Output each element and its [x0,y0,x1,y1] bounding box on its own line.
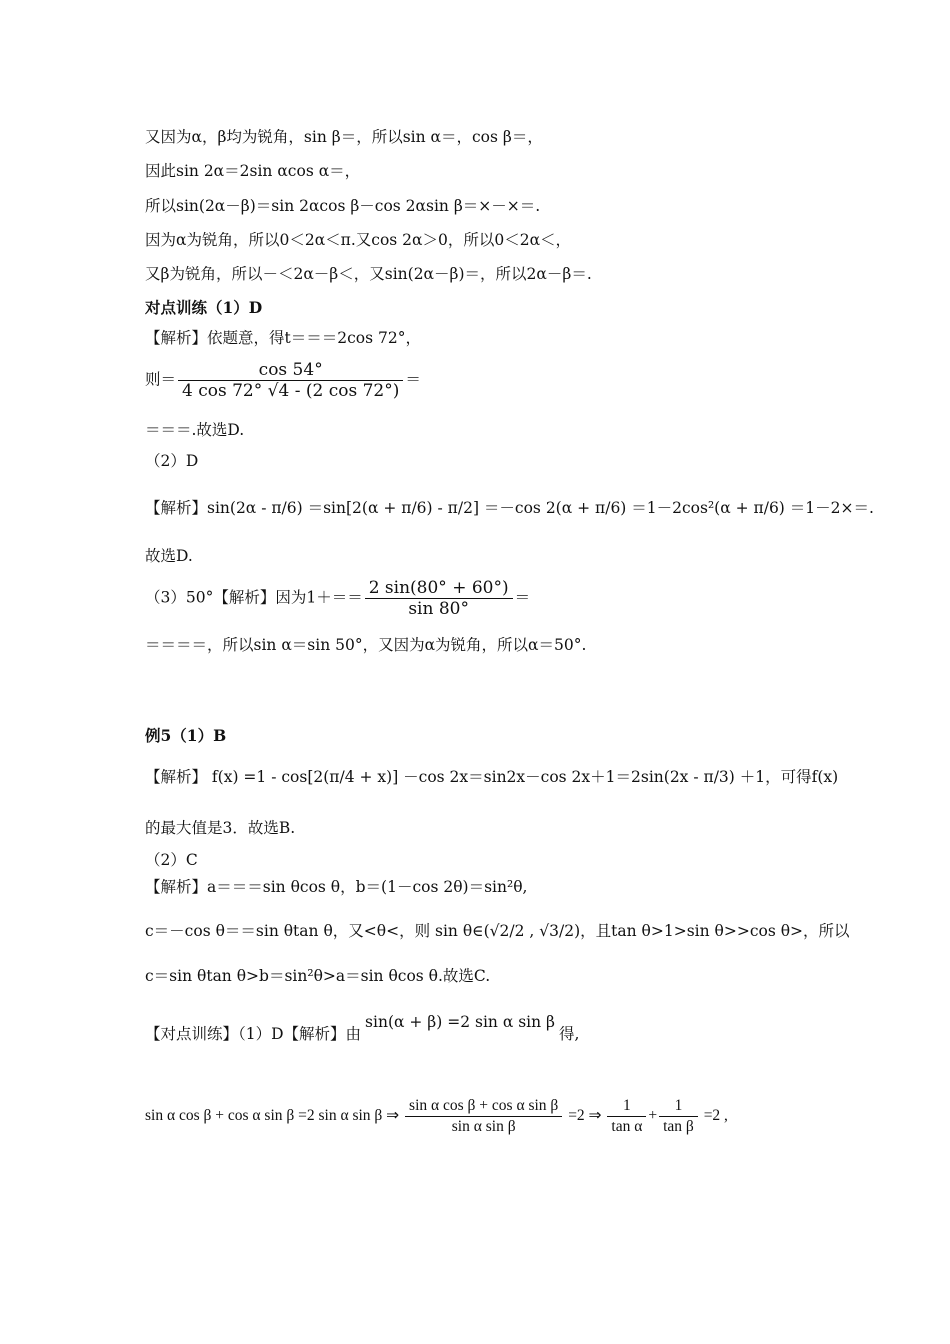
text-line-7: 【解析】依题意，得t＝＝＝2cos 72°， [145,329,421,347]
fraction-1-over-tan-beta [659,1096,698,1137]
text-line-18: （2）C [145,851,198,869]
fraction-denominator: 4 cos 72° √4 - (2 cos 72°) [182,381,400,401]
fraction-denominator: tan β [663,1118,694,1135]
line23-plus: + [648,1107,658,1125]
text-line-1: 又因为α，β均为锐角，sin β＝，所以sin α＝，cos β＝， [145,128,543,146]
fraction-1-over-tan-alpha [607,1096,646,1137]
fraction-numerator: 1 [607,1096,646,1117]
text-line-23 [145,1096,728,1137]
text-line-19: 【解析】a＝＝＝sin θcos θ，b＝(1－cos 2θ)＝sin²θ, [145,878,528,896]
line22-math: sin(α + β) =2 sin α sin β [365,1013,556,1031]
fraction-cos54 [178,360,403,401]
fraction-denominator: sin 80° [408,599,469,619]
fraction-numerator: 2 sin(80° + 60°) [365,578,513,599]
text-line-21: c＝sin θtan θ>b＝sin²θ>a＝sin θcos θ.故选C. [145,967,491,985]
fraction-sum-over-product [405,1096,562,1137]
text-line-4: 因为α为锐角，所以0＜2α＜π.又cos 2α＞0，所以0＜2α＜， [145,231,572,249]
text-line-2: 因此sin 2α＝2sin αcos α＝， [145,162,361,180]
text-line-8 [145,360,421,401]
fraction-denominator: sin α sin β [451,1118,516,1135]
text-line-12: 故选D. [145,547,193,565]
line23-suffix: =2 , [703,1107,728,1125]
text-line-20: c＝－cos θ＝＝sin θtan θ，又<θ<，则 sin θ∈(√2/2 , √3/2)，且tan θ>1>sin θ>>cos θ>，所以 [145,922,850,940]
fraction-numerator: sin α cos β + cos α sin β [405,1096,562,1117]
fraction-2sin80-60 [365,578,513,619]
text-line-16: 【解析】 f(x) =1 - cos[2(π/4 + x)] －cos 2x＝sin2x－cos 2x＋1＝2sin(2x - π/3) ＋1，可得f(x) [145,768,839,786]
text-line-22 [145,1013,580,1044]
text-line-10: （2）D [145,452,199,470]
line8-prefix: 则＝ [145,370,177,389]
fraction-denominator: tan α [611,1118,643,1135]
line23-prefix: sin α cos β + cos α sin β =2 sin α sin β ⇒ [145,1107,400,1125]
text-line-5: 又β为锐角，所以－＜2α－β＜，又sin(2α－β)＝，所以2α－β＝. [145,265,592,283]
section-heading-example-5: 例5（1）B [145,726,227,745]
line13-suffix: ＝ [514,588,531,607]
fraction-numerator: 1 [659,1096,698,1117]
text-line-14: ＝＝＝＝，所以sin α＝sin 50°，又因为α为锐角，所以α＝50°. [145,636,587,654]
text-line-3: 所以sin(2α－β)＝sin 2αcos β－cos 2αsin β＝×－×＝. [145,197,541,215]
line22-prefix: 【对点训练】（1）D【解析】由 [145,1025,362,1043]
line8-suffix: ＝ [405,370,421,389]
line22-suffix: 得, [559,1025,580,1043]
text-line-11: 【解析】sin(2α - π/6) ＝sin[2(α + π/6) - π/2] ＝－cos 2(α + π/6) ＝1－2cos²(α + π/6) ＝1－2×＝. [145,499,874,517]
line23-mid: =2 ⇒ [568,1107,602,1125]
section-heading-practice-1: 对点训练（1）D [145,298,263,317]
text-line-13 [145,578,530,619]
text-line-17: 的最大值是3．故选B. [145,819,296,837]
fraction-numerator: cos 54° [178,360,403,381]
line13-prefix: （3）50°【解析】因为1＋＝＝ [145,588,363,607]
text-line-9: ＝＝＝.故选D. [145,421,245,439]
